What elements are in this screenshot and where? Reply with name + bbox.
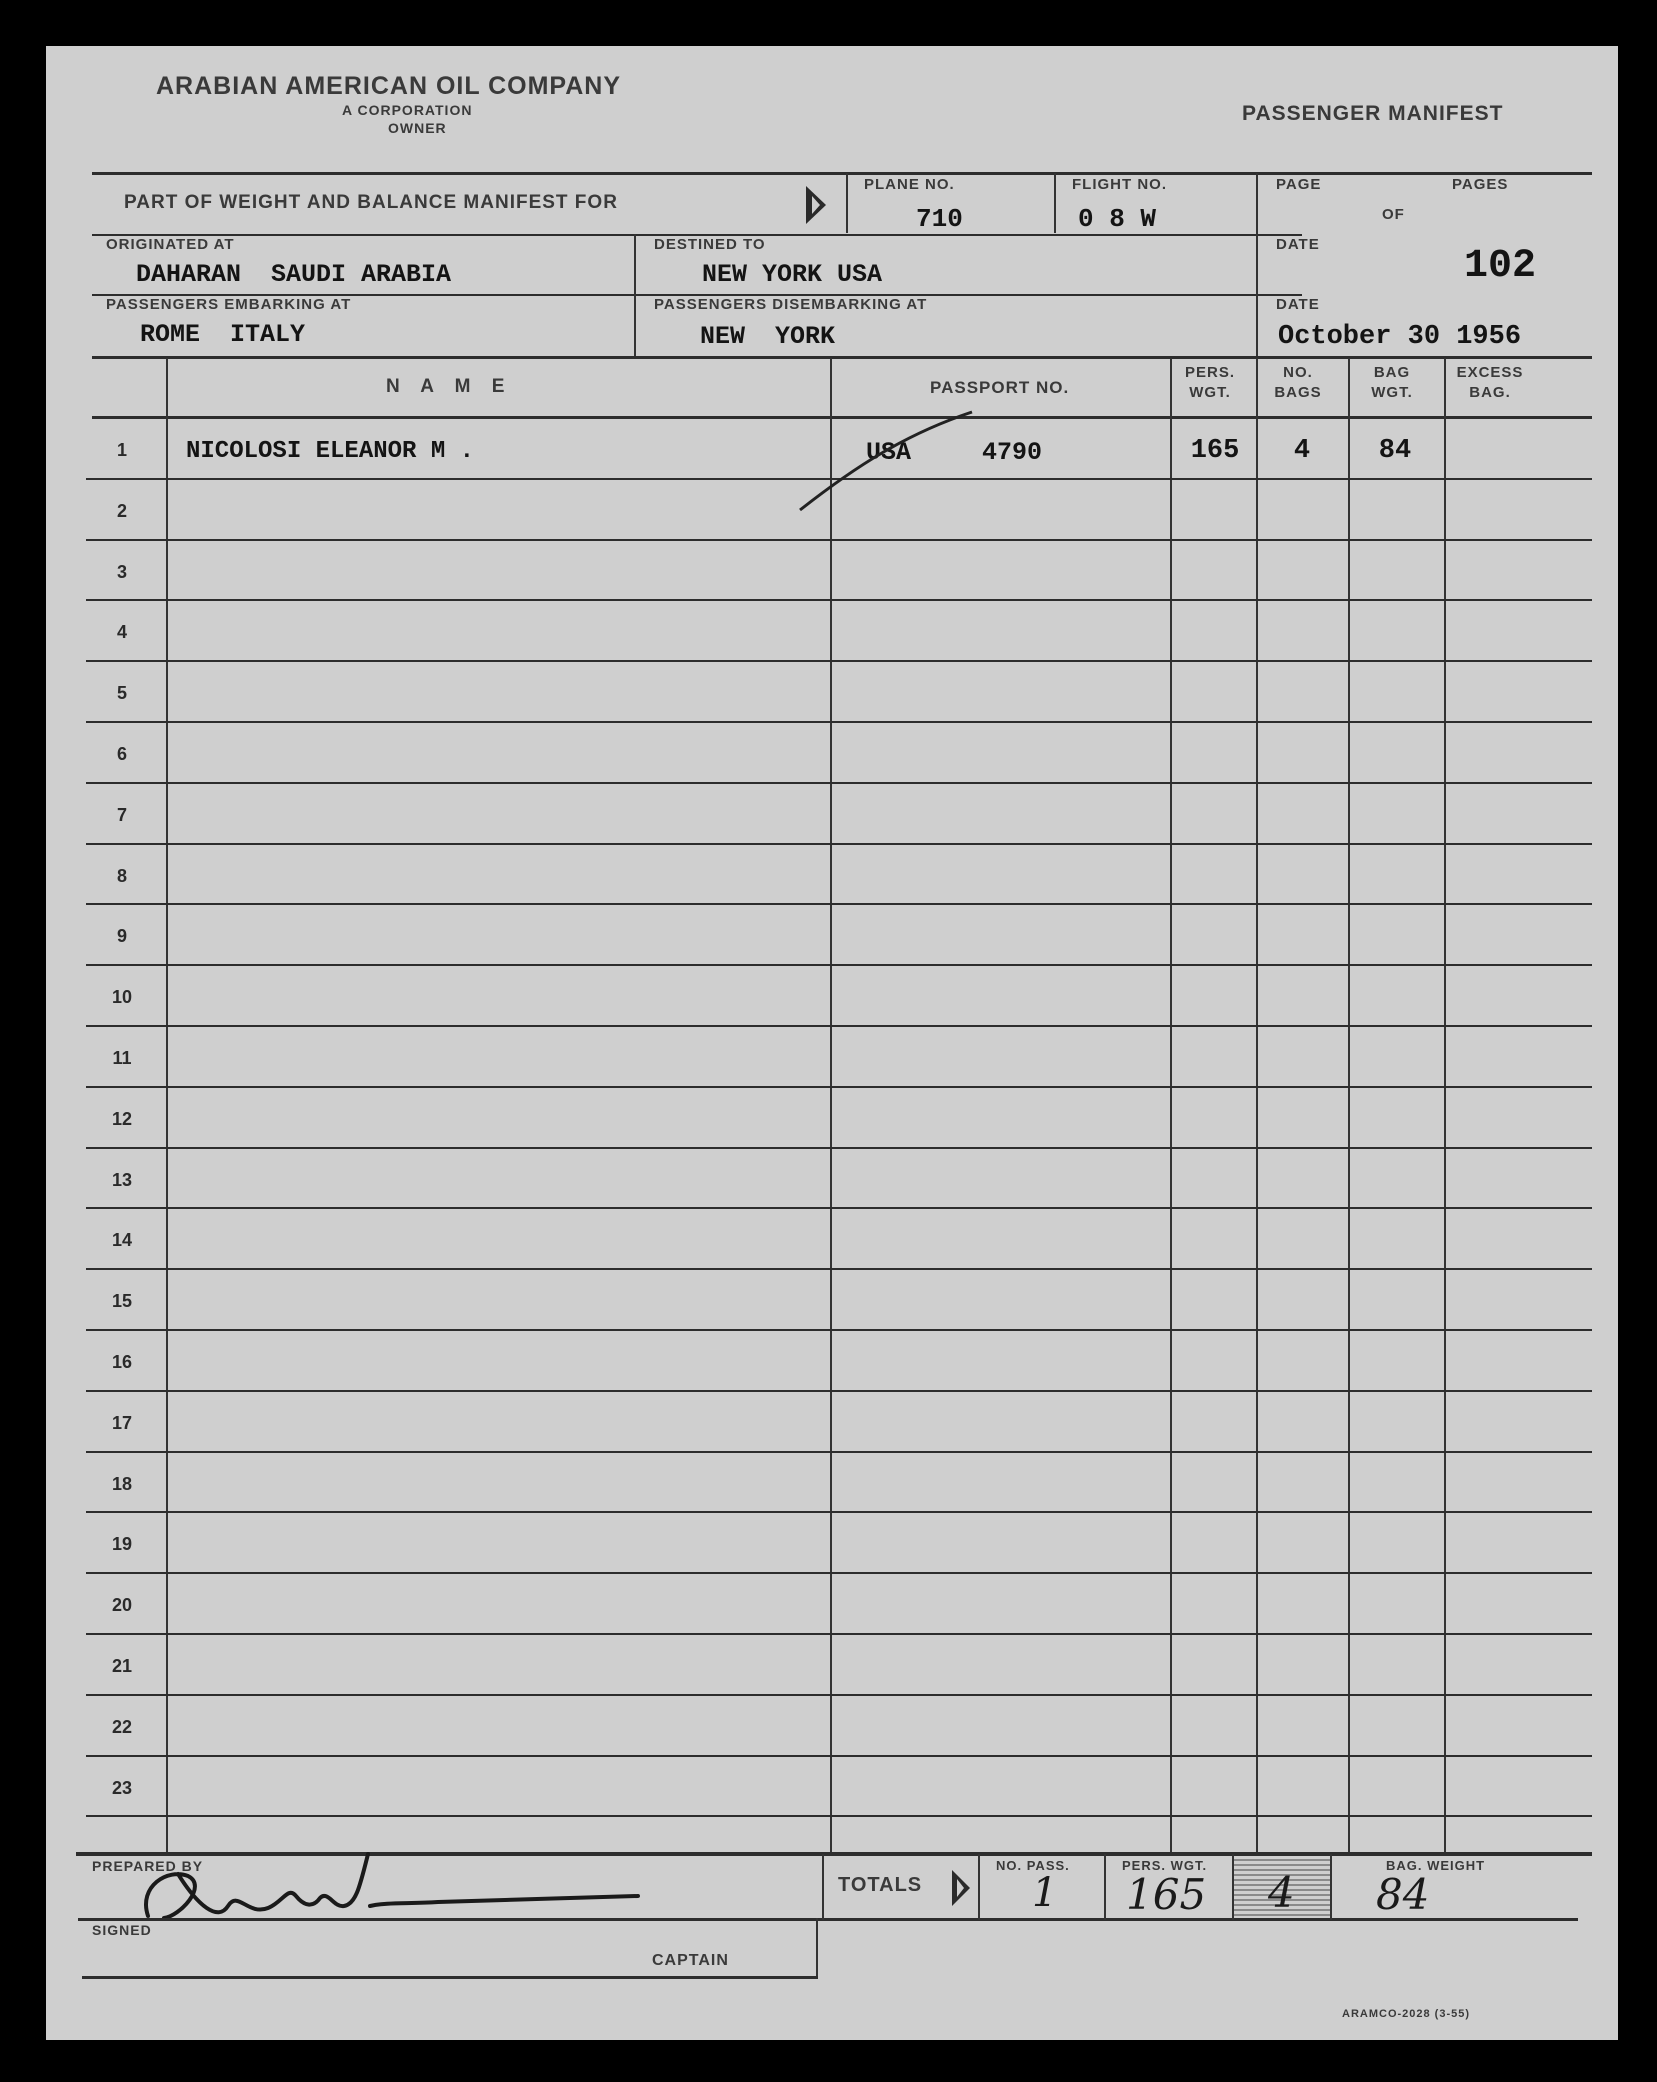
row-rule bbox=[86, 1511, 1592, 1513]
table-row bbox=[46, 1636, 1618, 1697]
destined-value: NEW YORK USA bbox=[702, 260, 883, 289]
owner-label: OWNER bbox=[388, 120, 447, 136]
header-bottom-rule bbox=[92, 356, 1592, 359]
table-row bbox=[46, 906, 1618, 967]
bag-weight-label: BAG. WEIGHT bbox=[1386, 1858, 1486, 1873]
disembark-value: NEW YORK bbox=[700, 322, 836, 351]
date-value-1: 102 bbox=[1464, 244, 1537, 289]
row-rule bbox=[86, 599, 1592, 601]
row-number: 1 bbox=[116, 440, 127, 460]
row-number: 12 bbox=[111, 1108, 133, 1129]
table-row bbox=[46, 1150, 1618, 1211]
originated-value: DAHARAN SAUDI ARABIA bbox=[136, 260, 452, 289]
row-rule bbox=[86, 1329, 1592, 1331]
flight-number: 0 8 W bbox=[1078, 204, 1157, 234]
row-rule bbox=[86, 1451, 1592, 1453]
passenger-name: NICOLOSI ELEANOR M . bbox=[186, 438, 475, 465]
table-row bbox=[46, 1393, 1618, 1454]
row-number: 8 bbox=[116, 865, 127, 886]
row-number: 3 bbox=[116, 561, 127, 582]
row-rule bbox=[86, 843, 1592, 845]
table-row bbox=[46, 967, 1618, 1028]
col-bagwgt-header-1: BAG bbox=[1373, 364, 1411, 381]
passport-country: USA bbox=[866, 438, 912, 467]
table-row bbox=[46, 1332, 1618, 1393]
passport-number: 4790 bbox=[982, 438, 1043, 467]
row-rule bbox=[86, 1207, 1592, 1209]
date-value-2: October 30 1956 bbox=[1278, 322, 1522, 352]
date-label: DATE bbox=[1276, 236, 1320, 253]
row-rule bbox=[86, 1268, 1592, 1270]
table-row bbox=[46, 1028, 1618, 1089]
row-number: 18 bbox=[111, 1473, 133, 1494]
table-row bbox=[46, 1271, 1618, 1332]
col-excess-header-1: EXCESS bbox=[1456, 364, 1524, 381]
arrow-right-icon bbox=[802, 182, 830, 228]
row-number: 4 bbox=[116, 622, 127, 643]
col-pers-header-2: WGT. bbox=[1189, 384, 1231, 401]
row-number: 20 bbox=[111, 1595, 133, 1616]
row-rule bbox=[86, 1815, 1592, 1817]
table-row bbox=[46, 1758, 1618, 1819]
header-divider bbox=[1256, 173, 1258, 356]
originated-label: ORIGINATED AT bbox=[106, 236, 235, 253]
header-divider bbox=[1054, 173, 1056, 233]
bags-total: 4 bbox=[1268, 1868, 1295, 1917]
col-bagwgt-header-2: WGT. bbox=[1371, 384, 1413, 401]
embark-value: ROME ITALY bbox=[140, 320, 306, 349]
col-bags-header-2: BAGS bbox=[1274, 384, 1322, 401]
totals-divider bbox=[1330, 1854, 1332, 1920]
pers-weight: 165 bbox=[1190, 436, 1240, 466]
form-code: ARAMCO-2028 (3-55) bbox=[1342, 2008, 1471, 2020]
signature-box-bottom bbox=[82, 1976, 818, 1979]
no-pass-value: 1 bbox=[1032, 1870, 1058, 1916]
signature-image bbox=[108, 1846, 668, 1936]
part-of-label: PART OF WEIGHT AND BALANCE MANIFEST FOR bbox=[124, 192, 618, 213]
bag-weight-total: 84 bbox=[1376, 1870, 1430, 1919]
row-rule bbox=[86, 1755, 1592, 1757]
row-number: 17 bbox=[111, 1412, 133, 1433]
row-number: 10 bbox=[111, 987, 133, 1008]
row-number: 7 bbox=[116, 804, 127, 825]
arrow-right-icon bbox=[948, 1866, 974, 1910]
row-rule bbox=[86, 1694, 1592, 1696]
row-rule bbox=[86, 1572, 1592, 1574]
col-pers-header-1: PERS. bbox=[1184, 364, 1235, 381]
totals-divider bbox=[822, 1854, 824, 1920]
row-number: 6 bbox=[116, 744, 127, 764]
row-rule bbox=[86, 782, 1592, 784]
table-row bbox=[46, 542, 1618, 603]
pages-label: PAGES bbox=[1452, 176, 1509, 193]
table-row bbox=[46, 1575, 1618, 1636]
row-rule bbox=[86, 1390, 1592, 1392]
row-rule bbox=[86, 1633, 1592, 1635]
no-pass-label: NO. PASS. bbox=[996, 1858, 1070, 1873]
row-number: 22 bbox=[111, 1716, 133, 1737]
prepared-by-label: PREPARED BY bbox=[92, 1858, 204, 1874]
row-rule bbox=[86, 539, 1592, 541]
col-excess-header-2: BAG. bbox=[1469, 384, 1511, 401]
date-label: DATE bbox=[1276, 296, 1320, 313]
totals-divider bbox=[978, 1854, 980, 1920]
bag-count: 4 bbox=[1293, 436, 1311, 466]
row-number: 9 bbox=[116, 926, 127, 947]
totals-bottom-rule bbox=[78, 1918, 1578, 1921]
header-top-rule bbox=[92, 172, 1592, 175]
of-label: OF bbox=[1382, 206, 1405, 223]
signed-label: SIGNED bbox=[92, 1922, 152, 1938]
row-rule bbox=[86, 721, 1592, 723]
captain-label: CAPTAIN bbox=[652, 1952, 729, 1969]
bag-weight: 84 bbox=[1378, 436, 1412, 466]
row-rule bbox=[86, 1086, 1592, 1088]
table-row bbox=[46, 846, 1618, 907]
col-name-header: N A M E bbox=[386, 376, 513, 397]
company-name: ARABIAN AMERICAN OIL COMPANY bbox=[156, 72, 622, 100]
manifest-sheet bbox=[46, 46, 1618, 2040]
row-rule bbox=[86, 1147, 1592, 1149]
plane-label: PLANE NO. bbox=[864, 176, 955, 193]
row-number: 15 bbox=[111, 1291, 133, 1312]
table-row bbox=[46, 785, 1618, 846]
corporation-label: A CORPORATION bbox=[342, 102, 473, 118]
row-rule bbox=[86, 660, 1592, 662]
document-title: PASSENGER MANIFEST bbox=[1242, 102, 1504, 125]
row-number: 2 bbox=[116, 500, 127, 521]
totals-divider bbox=[1104, 1854, 1106, 1920]
row-number: 5 bbox=[116, 683, 127, 704]
table-row bbox=[46, 1089, 1618, 1150]
pers-wgt-total: 165 bbox=[1126, 1870, 1207, 1919]
table-row bbox=[46, 1697, 1618, 1758]
embark-label: PASSENGERS EMBARKING AT bbox=[106, 296, 352, 313]
flight-label: FLIGHT NO. bbox=[1072, 176, 1167, 193]
table-row bbox=[46, 724, 1618, 785]
disembark-label: PASSENGERS DISEMBARKING AT bbox=[654, 296, 928, 313]
row-rule bbox=[86, 903, 1592, 905]
row-number: 16 bbox=[111, 1352, 133, 1372]
table-row bbox=[46, 663, 1618, 724]
checkmark-stroke bbox=[796, 406, 976, 516]
page-label: PAGE bbox=[1276, 176, 1322, 193]
table-row bbox=[46, 1454, 1618, 1515]
row-number: 13 bbox=[111, 1169, 133, 1190]
row-number: 11 bbox=[112, 1048, 132, 1068]
table-row bbox=[46, 1210, 1618, 1271]
destined-label: DESTINED TO bbox=[654, 236, 766, 253]
row-number: 21 bbox=[111, 1656, 133, 1676]
totals-label: TOTALS bbox=[838, 1874, 923, 1896]
header-divider bbox=[634, 234, 636, 356]
row-number: 19 bbox=[111, 1534, 133, 1555]
table-row bbox=[46, 1514, 1618, 1575]
col-bags-header-1: NO. bbox=[1283, 364, 1313, 381]
row-number: 14 bbox=[111, 1230, 133, 1251]
pers-wgt-label: PERS. WGT. bbox=[1122, 1858, 1208, 1873]
row-rule bbox=[86, 964, 1592, 966]
header-divider bbox=[846, 173, 848, 233]
signature-box-divider bbox=[816, 1918, 818, 1978]
col-passport-header: PASSPORT NO. bbox=[930, 378, 1070, 397]
table-row bbox=[46, 602, 1618, 663]
row-rule bbox=[86, 1025, 1592, 1027]
plane-number: 710 bbox=[916, 204, 963, 234]
row-number: 23 bbox=[111, 1777, 133, 1798]
